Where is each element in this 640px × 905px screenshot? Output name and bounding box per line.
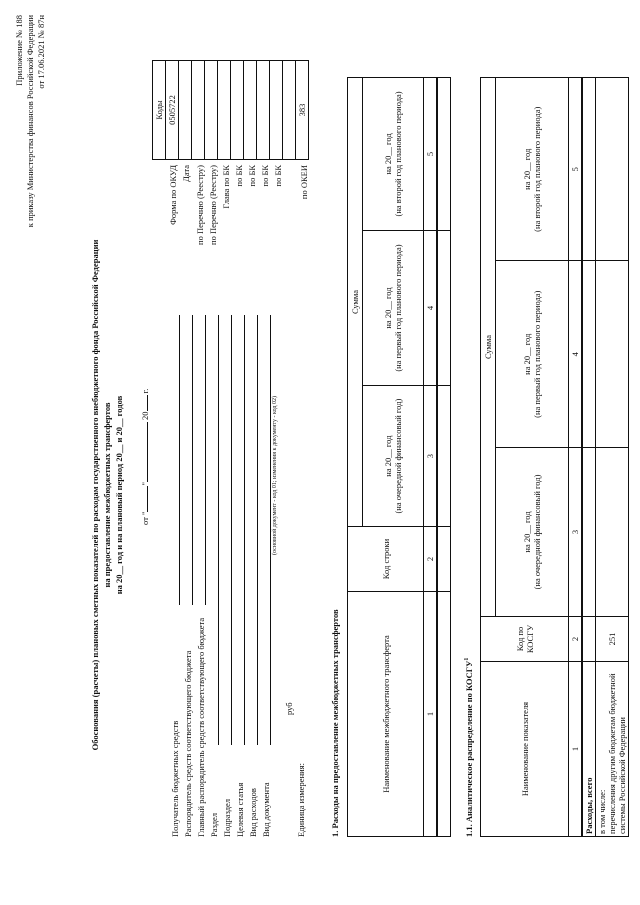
- table-cell[interactable]: [437, 230, 451, 385]
- code-label-bk-3: по БК: [260, 165, 270, 187]
- field-section: Раздел: [209, 812, 219, 837]
- transfers-table: [347, 77, 451, 837]
- row-transfers-label: в том числе: перечисления другим бюджетам бюджетной системы Российской Федерации: [596, 662, 629, 837]
- col-header-row-code: Код строки: [348, 527, 424, 592]
- section-1-1-title: 1.1. Аналитическое распределение по КОСГУ$^1$: [463, 657, 474, 837]
- appendix-line-1: Приложение № 188: [14, 15, 24, 86]
- codes-table: [152, 60, 309, 160]
- code-label-okei: по ОКЕИ: [299, 165, 309, 200]
- form-title-line-2: на предоставление межбюджетных трансфертов: [102, 402, 112, 588]
- col-header-year-2: на 20__ год (на первый год планового периода): [496, 261, 569, 447]
- table-cell[interactable]: [596, 78, 629, 262]
- col-header-year-3: на 20__ год (на второй год планового периода): [496, 78, 569, 262]
- code-value-bk-2[interactable]: [244, 61, 257, 160]
- code-value-bk-3[interactable]: [257, 61, 270, 160]
- field-document-type: Вид документа: [261, 782, 271, 837]
- appendix-line-2: к приказу Министерства финансов Российской Федерации: [25, 15, 35, 228]
- field-recipient: Получатель бюджетных средств: [170, 720, 180, 837]
- code-value-okei: 383: [296, 61, 309, 160]
- col-header-year-1: на 20__ год (на очередной финансовый год): [363, 386, 424, 527]
- col-number-4: 4: [569, 261, 583, 447]
- col-header-year-1: на 20__ год (на очередной финансовый год): [496, 447, 569, 616]
- field-expense-type: Вид расходов: [248, 788, 258, 837]
- col-number-1: 1: [424, 592, 438, 837]
- date-suffix: г.: [140, 388, 150, 394]
- col-header-kosgu-code: Код по КОСГУ: [481, 617, 569, 662]
- col-header-year-2: на 20__ год (на первый год планового периода): [363, 230, 424, 385]
- row-total-label: Расходы, всего: [582, 662, 596, 837]
- appendix-line-3: от 17.06.2021 № 87н: [36, 15, 46, 89]
- section-1-title: 1. Расходы на предоставление межбюджетных трансфертов: [330, 609, 340, 837]
- col-number-1: 1: [569, 662, 583, 837]
- field-target-article: Целевая статья: [235, 782, 245, 837]
- codes-header: Коды: [153, 61, 166, 160]
- col-number-5: 5: [569, 78, 583, 262]
- code-value-bk-4[interactable]: [270, 61, 283, 160]
- code-label-glava: Глава по БК: [221, 165, 231, 209]
- col-number-5: 5: [424, 78, 438, 231]
- table-cell[interactable]: [582, 261, 596, 447]
- code-label-registry-1: по Перечню (Реестру): [195, 165, 205, 245]
- col-number-4: 4: [424, 230, 438, 385]
- field-distributor: Распорядитель средств соответствующего бюджета: [183, 650, 193, 837]
- table-cell[interactable]: [596, 447, 629, 616]
- col-header-indicator-name: Наименование показателя: [481, 662, 569, 837]
- code-label-registry-2: по Перечню (Реестру): [208, 165, 218, 245]
- col-number-2: 2: [569, 617, 583, 662]
- code-value-okud: 0505722: [166, 61, 179, 160]
- document-type-hint: (основной документ - код 01; изменения к документу - код 02): [272, 396, 278, 555]
- table-cell[interactable]: [437, 592, 451, 837]
- table-cell[interactable]: [582, 447, 596, 616]
- table-cell[interactable]: [437, 527, 451, 592]
- code-label-okud: Форма по ОКУД: [168, 165, 178, 225]
- code-value-doc-type[interactable]: [283, 61, 296, 160]
- code-label-bk-2: по БК: [247, 165, 257, 187]
- date-mid: ": [140, 482, 150, 486]
- unit-value: руб: [284, 702, 294, 715]
- code-label-date: Дата: [181, 165, 191, 182]
- table-cell: [582, 617, 596, 662]
- unit-label: Единица измерения:: [296, 763, 306, 837]
- code-value-registry-2[interactable]: [205, 61, 218, 160]
- code-label-bk-1: по БК: [234, 165, 244, 187]
- kosgu-table: [480, 77, 629, 837]
- col-number-3: 3: [424, 386, 438, 527]
- table-cell[interactable]: [437, 78, 451, 231]
- code-label-bk-4: по БК: [273, 165, 283, 187]
- col-header-transfer-name: Наименование межбюджетного трансферта: [348, 592, 424, 837]
- row-transfers-code: 251: [596, 617, 629, 662]
- field-main-distributor: Главный распорядитель средств соответствующего бюджета: [196, 617, 206, 837]
- col-header-sum: Сумма: [348, 78, 363, 527]
- code-value-date[interactable]: [179, 61, 192, 160]
- form-title-line-3: на 20__ год и на плановый период 20__ и 20__ годов: [114, 395, 124, 595]
- code-value-glava[interactable]: [218, 61, 231, 160]
- field-subsection: Подраздел: [222, 798, 232, 837]
- code-value-registry-1[interactable]: [192, 61, 205, 160]
- col-number-2: 2: [424, 527, 438, 592]
- col-header-sum: Сумма: [481, 78, 496, 617]
- col-number-3: 3: [569, 447, 583, 616]
- col-header-year-3: на 20__ год (на второй год планового периода): [363, 78, 424, 231]
- code-value-bk-1[interactable]: [231, 61, 244, 160]
- date-year: 20: [140, 411, 150, 420]
- table-cell[interactable]: [596, 261, 629, 447]
- table-cell[interactable]: [582, 78, 596, 262]
- footnote-mark: 1: [464, 657, 470, 661]
- date-line: [140, 389, 150, 525]
- date-prefix: от ": [140, 511, 150, 525]
- table-cell[interactable]: [437, 386, 451, 527]
- form-title-line-1: Обоснования (расчеты) плановых сметных показателей по расходам государственного внебюджетного фонда Российской Федерации: [90, 239, 100, 751]
